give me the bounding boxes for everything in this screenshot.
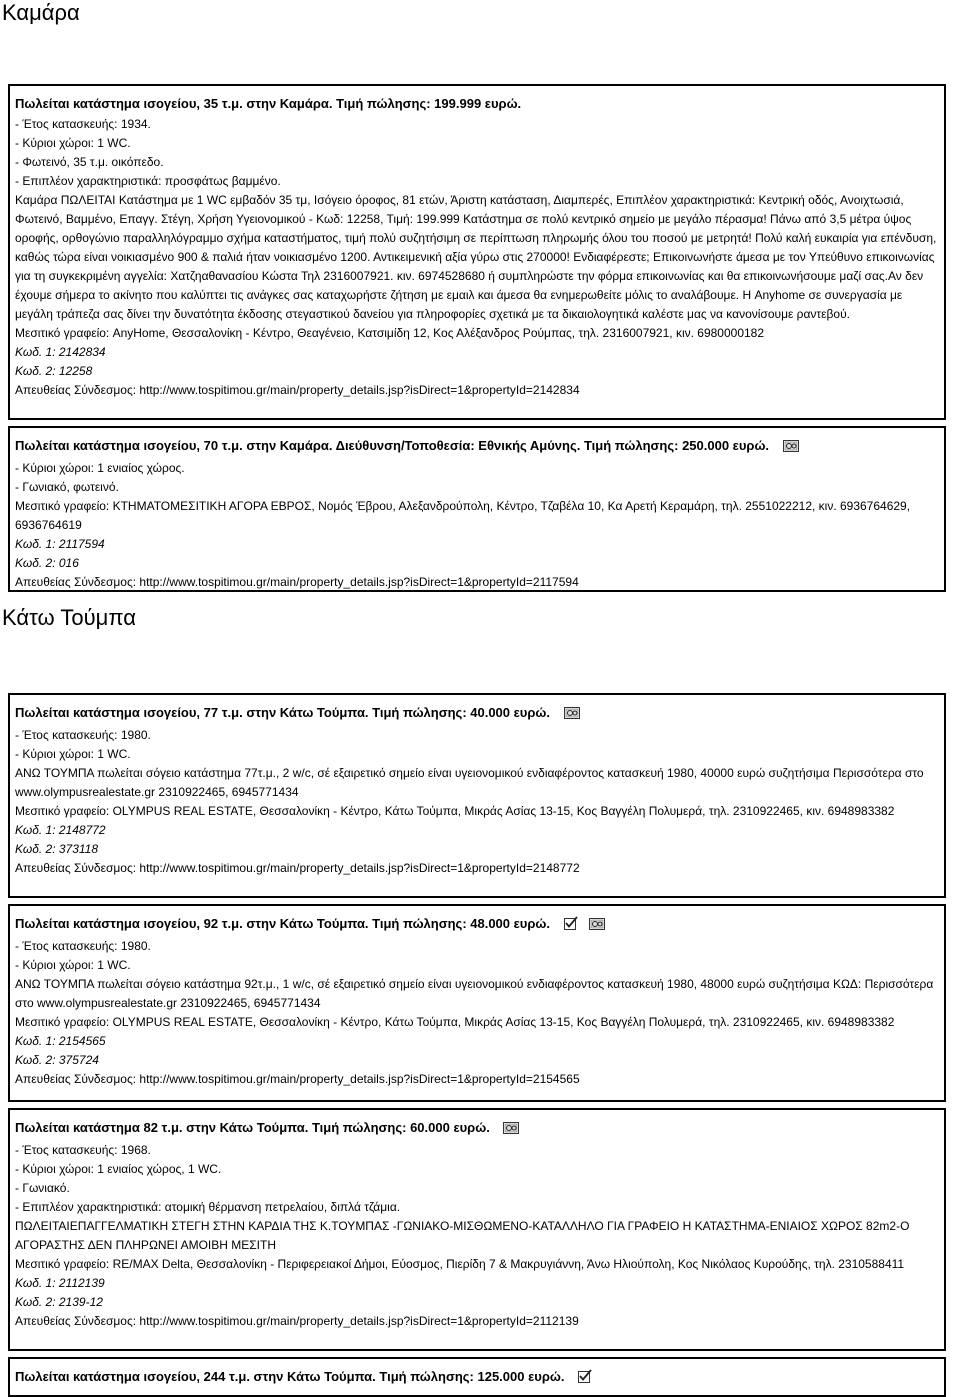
listing-line: - Έτος κατασκευής: 1968. — [15, 1143, 151, 1157]
listing-card — [8, 1108, 946, 1351]
section-title-katw-toumpa: Κάτω Τούμπα — [2, 605, 136, 630]
section-title-kamara: Καμάρα — [2, 0, 80, 25]
listing-description: ΑΝΩ ΤΟΥΜΠΑ πωλείται σόγειο κατάστημα 77τ.μ., 2 w/c, σέ εξαιρετικό σημείο είναι υγειονομικού ενδιαφέροντος κατασκευή 1980, 40000 ευρώ συζητήσιμα Περισσότερα στο www.olympusrealestate.gr 2310922465, 6945771434 — [15, 766, 924, 799]
listing-line: - Γωνιακό. — [15, 1181, 70, 1195]
listing-code-2: Κωδ. 2: 016 — [15, 556, 79, 570]
listing-title-row — [15, 702, 939, 726]
listing-card — [8, 426, 946, 592]
listing-description: Καμάρα ΠΩΛΕΙΤΑΙ Κατάστημα με 1 WC εμβαδόν 35 τμ, Ισόγειο όροφος, 81 ετών, Άριστη κατάσταση, Διαμπερές, Επιπλέον χαρακτηριστικά: Κεντρική οδός, Ανοιχτωσιά, Φωτεινό, Βαμμένο, Επαγγ. Στέγη, Χρήση Υγειονομικού - Κωδ: 12258, Τιμή: 199.999 Κατάστημα σε πολύ κεντρικό σημείο με μεγάλο πέρασμα! Πάνω από 3,5 μέτρα ύψος οροφής, ορθογώνιο παραλληλόγραμμο σχήμα καταστήματος, τιμή πολύ συζητήσιμη σε περίπτωση πληρωμής όλου του ποσού με μετρητά! Πολύ καλή ευκαιρία για επένδυση, καθώς τώρα είναι νοικιασμένο 900 & παλιά ήταν νοικιασμένο 1200. Αντικειμενική αξία γύρω στις 270000! Ενδιαφέρεστε; Επικοινωνήστε άμεσα με τον Υπεύθυνο επικοινωνίας για τη συγκεκριμένη αγγελία: Χατζηαθανασίου Κώστα Τηλ 2316007921. κιν. 6974528680 ή συμπληρώστε την φόρμα επικοινωνίας και θα επικοινωνήσουμε μαζί σας.Αν δεν έχουμε σήμερα το ακίνητο που καλύπτει τις ανάγκες σας καταχωρήστε ζήτηση με εμαιλ και άμεσα θα ενημερωθείτε μόλις το αναλάβουμε. Η Anyhome σε συνεργασία με μεγάλη τράπεζα σας δίνει την δυνατότητα έκδοσης στεγαστικού δανείου για πληροφορίες σχετικά με τα δικαιολογητικά καλέστε μας να κανονίσουμε ραντεβού. — [15, 193, 937, 321]
listing-description: ΠΩΛΕΙΤΑΙΕΠΑΓΓΕΛΜΑΤΙΚΗ ΣΤΕΓΗ ΣΤΗΝ ΚΑΡΔΙΑ ΤΗΣ Κ.ΤΟΥΜΠΑΣ -ΓΩΝΙΑΚΟ-ΜΙΣΘΩΜΕΝΟ-ΚΑΤΑΛΛΗΛΟ ΓΙΑ ΓΡΑΦΕΙΟ Η ΚΑΤΑΣΤΗΜΑ-ΕΝΙΑΙΟΣ ΧΩΡΟΣ 82m2-Ο ΑΓΟΡΑΣΤΗΣ ΔΕΝ ΠΛΗΡΩΝΕΙ ΑΜΟΙΒΗ ΜΕΣΙΤΗ — [15, 1219, 910, 1252]
listing-title[interactable]: Πωλείται κατάστημα ισογείου, 92 τ.μ. στην Κάτω Τούμπα. Τιμή πώλησης: 48.000 ευρώ. — [15, 916, 551, 931]
listing-office: Μεσιτικό γραφείο: ΚΤΗΜΑΤΟΜΕΣΙΤΙΚΗ ΑΓΟΡΑ ΕΒΡΟΣ, Νομός Έβρου, Αλεξανδρούπολη, Κέντρο, Τζαβέλα 10, Κα Αρετή Κεραμάρη, τηλ. 2551022212, κιν. 6936764629, 6936764619 — [15, 499, 911, 532]
listing-line: - Έτος κατασκευής: 1980. — [15, 728, 151, 742]
listing-office: Μεσιτικό γραφείο: OLYMPUS REAL ESTATE, Θεσσαλονίκη - Κέντρο, Κάτω Τούμπα, Μικράς Ασίας 13-15, Κος Βαγγέλη Πολυμερά, τηλ. 2310922465, κιν. 6948983382 — [15, 1015, 895, 1029]
listing-code-1: Κωδ. 1: 2148772 — [15, 823, 106, 837]
listing-code-1: Κωδ. 1: 2142834 — [15, 345, 106, 359]
photo-icon[interactable] — [564, 704, 580, 726]
listing-title-row — [15, 1366, 939, 1390]
listing-code-2: Κωδ. 2: 12258 — [15, 364, 93, 378]
listing-link[interactable]: Απευθείας Σύνδεσμος: http://www.tospitimou.gr/main/property_details.jsp?isDirect=1&propertyId=2117594 — [15, 575, 579, 589]
listing-card — [8, 1357, 946, 1397]
listing-line: - Κύριοι χώροι: 1 WC. — [15, 747, 131, 761]
listing-title-row — [15, 435, 939, 459]
listing-line: - Φωτεινό, 35 τ.μ. οικόπεδο. — [15, 155, 164, 169]
listing-office: Μεσιτικό γραφείο: AnyHome, Θεσσαλονίκη - Κέντρο, Θεαγένειο, Κατσιμίδη 12, Κος Αλέξανδρος Ρούμπας, τηλ. 2316007921, κιν. 6980000182 — [15, 326, 765, 340]
listing-office: Μεσιτικό γραφείο: OLYMPUS REAL ESTATE, Θεσσαλονίκη - Κέντρο, Κάτω Τούμπα, Μικράς Ασίας 13-15, Κος Βαγγέλη Πολυμερά, τηλ. 2310922465, κιν. 6948983382 — [15, 804, 895, 818]
listing-title-row — [15, 1117, 939, 1141]
listing-card — [8, 84, 946, 420]
listing-line: - Κύριοι χώροι: 1 ενιαίος χώρος, 1 WC. — [15, 1162, 222, 1176]
listing-line: - Έτος κατασκευής: 1980. — [15, 939, 151, 953]
listing-code-2: Κωδ. 2: 2139-12 — [15, 1295, 103, 1309]
listing-line: - Κύριοι χώροι: 1 WC. — [15, 958, 131, 972]
listing-line: - Κύριοι χώροι: 1 WC. — [15, 136, 131, 150]
listing-card — [8, 904, 946, 1102]
listing-code-1: Κωδ. 1: 2112139 — [15, 1276, 105, 1290]
listing-code-1: Κωδ. 1: 2117594 — [15, 537, 105, 551]
photo-icon[interactable] — [503, 1119, 519, 1141]
listing-code-1: Κωδ. 1: 2154565 — [15, 1034, 106, 1048]
listing-link[interactable]: Απευθείας Σύνδεσμος: http://www.tospitimou.gr/main/property_details.jsp?isDirect=1&propertyId=2154565 — [15, 1072, 580, 1086]
listing-line: - Επιπλέον χαρακτηριστικά: προσφάτως βαμμένο. — [15, 174, 281, 188]
listing-title[interactable]: Πωλείται κατάστημα ισογείου, 35 τ.μ. στην Καμάρα. Τιμή πώλησης: 199.999 ευρώ. — [15, 96, 522, 111]
listing-link[interactable]: Απευθείας Σύνδεσμος: http://www.tospitimou.gr/main/property_details.jsp?isDirect=1&propertyId=2148772 — [15, 861, 580, 875]
listing-title[interactable]: Πωλείται κατάστημα 82 τ.μ. στην Κάτω Τούμπα. Τιμή πώλησης: 60.000 ευρώ. — [15, 1120, 490, 1135]
checkbox-checked-icon[interactable] — [564, 915, 578, 937]
listing-line: - Επιπλέον χαρακτηριστικά: ατομική θέρμανση πετρελαίου, διπλά τζάμια. — [15, 1200, 401, 1214]
listing-code-2: Κωδ. 2: 375724 — [15, 1053, 99, 1067]
photo-icon[interactable] — [589, 915, 605, 937]
listing-title[interactable]: Πωλείται κατάστημα ισογείου, 77 τ.μ. στην Κάτω Τούμπα. Τιμή πώλησης: 40.000 ευρώ. — [15, 705, 551, 720]
listing-link[interactable]: Απευθείας Σύνδεσμος: http://www.tospitimou.gr/main/property_details.jsp?isDirect=1&propertyId=2112139 — [15, 1314, 579, 1328]
listing-code-2: Κωδ. 2: 373118 — [15, 842, 99, 856]
listing-description: ΑΝΩ ΤΟΥΜΠΑ πωλείται σόγειο κατάστημα 92τ.μ., 1 w/c, σέ εξαιρετικό σημείο είναι υγειονομικού ενδιαφέροντος κατασκευή 1980, 48000 ευρώ συζητήσιμα ΚΩΔ: Περισσότερα στο www.olympusrealestate.gr 2310922465, 6945771434 — [15, 977, 934, 1010]
listing-title[interactable]: Πωλείται κατάστημα ισογείου, 244 τ.μ. στην Κάτω Τούμπα. Τιμή πώλησης: 125.000 ευρώ. — [15, 1369, 565, 1384]
listing-link[interactable]: Απευθείας Σύνδεσμος: http://www.tospitimou.gr/main/property_details.jsp?isDirect=1&propertyId=2142834 — [15, 383, 580, 397]
listing-line: - Έτος κατασκευής: 1934. — [15, 117, 151, 131]
listing-card — [8, 693, 946, 898]
listing-line: - Κύριοι χώροι: 1 ενιαίος χώρος. — [15, 461, 185, 475]
listing-office: Μεσιτικό γραφείο: RE/MAX Delta, Θεσσαλονίκη - Περιφερειακοί Δήμοι, Εύοσμος, Πιερίδη 7 & Μακρυγιάννη, Άνω Ηλιούπολη, Κος Νικόλαος Κυρούδης, τηλ. 2310588411 — [15, 1257, 905, 1271]
listing-title[interactable]: Πωλείται κατάστημα ισογείου, 70 τ.μ. στην Καμάρα. Διεύθυνση/Τοποθεσία: Εθνικής Αμύνης. Τιμή πώλησης: 250.000 ευρώ. — [15, 438, 770, 453]
listing-title-row — [15, 913, 939, 937]
checkbox-checked-icon[interactable] — [578, 1368, 592, 1390]
photo-icon[interactable] — [783, 437, 799, 459]
listing-line: - Γωνιακό, φωτεινό. — [15, 480, 119, 494]
